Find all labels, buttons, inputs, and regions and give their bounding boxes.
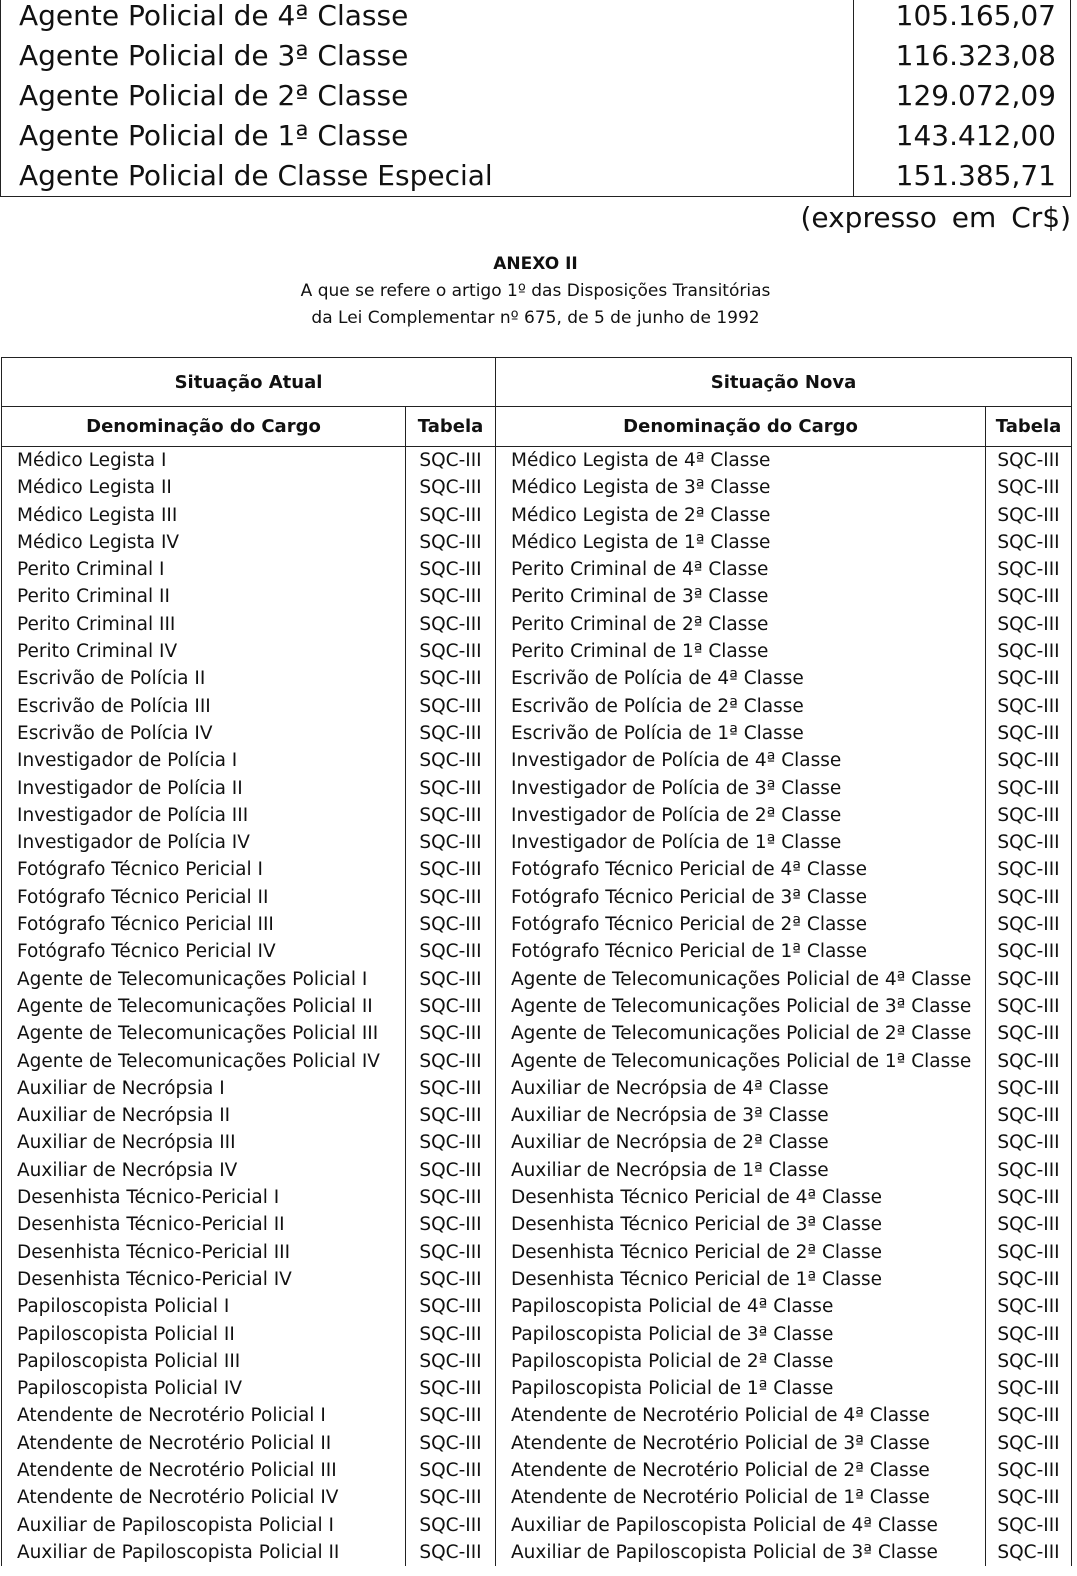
salary-value: 105.165,07 [854, 0, 1071, 36]
salary-value: 129.072,09 [854, 76, 1071, 116]
current-position-name: Perito Criminal II [2, 583, 406, 610]
salary-row [1, 116, 1071, 156]
table-row [2, 1321, 1072, 1348]
new-position-table: SQC-III [986, 1239, 1072, 1266]
current-position-name: Desenhista Técnico-Pericial IV [2, 1266, 406, 1293]
new-position-name: Agente de Telecomunicações Policial de 2ª Classe [496, 1020, 986, 1047]
current-position-table: SQC-III [406, 1184, 496, 1211]
current-position-table: SQC-III [406, 1266, 496, 1293]
new-position-name: Fotógrafo Técnico Pericial de 3ª Classe [496, 884, 986, 911]
current-position-table: SQC-III [406, 802, 496, 829]
table-row [2, 856, 1072, 883]
salary-position-label: Agente Policial de 2ª Classe [1, 76, 854, 116]
current-position-table: SQC-III [406, 966, 496, 993]
new-position-name: Auxiliar de Papiloscopista Policial de 4ª Classe [496, 1512, 986, 1539]
new-position-name: Desenhista Técnico Pericial de 1ª Classe [496, 1266, 986, 1293]
new-position-table: SQC-III [986, 1184, 1072, 1211]
new-position-name: Auxiliar de Necrópsia de 1ª Classe [496, 1157, 986, 1184]
new-position-name: Desenhista Técnico Pericial de 4ª Classe [496, 1184, 986, 1211]
current-position-name: Perito Criminal IV [2, 638, 406, 665]
current-position-table: SQC-III [406, 638, 496, 665]
table-row [2, 1157, 1072, 1184]
column-header-current-table: Tabela [406, 407, 496, 447]
new-position-name: Papiloscopista Policial de 2ª Classe [496, 1348, 986, 1375]
new-position-table: SQC-III [986, 993, 1072, 1020]
current-position-table: SQC-III [406, 1512, 496, 1539]
annex-heading [0, 251, 1071, 332]
new-position-table: SQC-III [986, 1211, 1072, 1238]
current-position-table: SQC-III [406, 1293, 496, 1320]
new-position-table: SQC-III [986, 447, 1072, 475]
current-position-name: Fotógrafo Técnico Pericial I [2, 856, 406, 883]
table-body [2, 447, 1072, 1567]
current-position-table: SQC-III [406, 856, 496, 883]
current-position-name: Agente de Telecomunicações Policial I [2, 966, 406, 993]
current-position-name: Desenhista Técnico-Pericial III [2, 1239, 406, 1266]
table-row [2, 966, 1072, 993]
new-position-table: SQC-III [986, 1266, 1072, 1293]
new-position-name: Papiloscopista Policial de 4ª Classe [496, 1293, 986, 1320]
current-position-table: SQC-III [406, 1375, 496, 1402]
current-position-table: SQC-III [406, 1539, 496, 1566]
position-correspondence-table [1, 357, 1072, 1566]
new-position-name: Escrivão de Polícia de 1ª Classe [496, 720, 986, 747]
current-position-table: SQC-III [406, 529, 496, 556]
table-row [2, 911, 1072, 938]
current-position-table: SQC-III [406, 1211, 496, 1238]
current-position-table: SQC-III [406, 1430, 496, 1457]
current-position-table: SQC-III [406, 993, 496, 1020]
current-position-table: SQC-III [406, 502, 496, 529]
current-position-name: Médico Legista IV [2, 529, 406, 556]
new-position-name: Agente de Telecomunicações Policial de 3ª Classe [496, 993, 986, 1020]
new-position-name: Perito Criminal de 1ª Classe [496, 638, 986, 665]
new-position-name: Investigador de Polícia de 1ª Classe [496, 829, 986, 856]
current-position-name: Agente de Telecomunicações Policial III [2, 1020, 406, 1047]
current-position-name: Atendente de Necrotério Policial I [2, 1402, 406, 1429]
table-row [2, 1457, 1072, 1484]
new-position-table: SQC-III [986, 775, 1072, 802]
salary-row [1, 76, 1071, 116]
salary-value: 116.323,08 [854, 36, 1071, 76]
salary-position-label: Agente Policial de Classe Especial [1, 156, 854, 197]
current-position-table: SQC-III [406, 1020, 496, 1047]
new-position-table: SQC-III [986, 884, 1072, 911]
table-row [2, 720, 1072, 747]
salary-position-label: Agente Policial de 1ª Classe [1, 116, 854, 156]
current-position-table: SQC-III [406, 611, 496, 638]
current-position-table: SQC-III [406, 747, 496, 774]
current-position-name: Investigador de Polícia IV [2, 829, 406, 856]
current-position-table: SQC-III [406, 911, 496, 938]
column-header-row [2, 407, 1072, 447]
new-position-name: Perito Criminal de 3ª Classe [496, 583, 986, 610]
table-row [2, 1266, 1072, 1293]
annex-title: ANEXO II [493, 254, 578, 274]
current-position-table: SQC-III [406, 474, 496, 501]
new-position-table: SQC-III [986, 638, 1072, 665]
current-position-name: Perito Criminal III [2, 611, 406, 638]
new-position-table: SQC-III [986, 583, 1072, 610]
current-position-table: SQC-III [406, 583, 496, 610]
current-position-name: Auxiliar de Necrópsia III [2, 1129, 406, 1156]
column-header-new-table: Tabela [986, 407, 1072, 447]
table-row [2, 993, 1072, 1020]
new-position-table: SQC-III [986, 1348, 1072, 1375]
table-row [2, 938, 1072, 965]
table-row [2, 583, 1072, 610]
table-row [2, 1102, 1072, 1129]
column-header-current-name: Denominação do Cargo [2, 407, 406, 447]
current-position-name: Agente de Telecomunicações Policial II [2, 993, 406, 1020]
currency-note: (expresso em Cr$) [800, 201, 1071, 234]
current-position-name: Escrivão de Polícia III [2, 693, 406, 720]
table-row [2, 556, 1072, 583]
new-position-name: Papiloscopista Policial de 3ª Classe [496, 1321, 986, 1348]
new-position-name: Investigador de Polícia de 2ª Classe [496, 802, 986, 829]
new-position-name: Agente de Telecomunicações Policial de 4ª Classe [496, 966, 986, 993]
table-row [2, 693, 1072, 720]
new-position-name: Médico Legista de 3ª Classe [496, 474, 986, 501]
new-position-name: Auxiliar de Necrópsia de 2ª Classe [496, 1129, 986, 1156]
new-position-name: Médico Legista de 4ª Classe [496, 447, 986, 475]
new-position-table: SQC-III [986, 802, 1072, 829]
current-position-name: Agente de Telecomunicações Policial IV [2, 1048, 406, 1075]
table-row [2, 1211, 1072, 1238]
current-position-table: SQC-III [406, 665, 496, 692]
current-position-name: Auxiliar de Papiloscopista Policial I [2, 1512, 406, 1539]
current-position-name: Fotógrafo Técnico Pericial III [2, 911, 406, 938]
new-position-name: Escrivão de Polícia de 4ª Classe [496, 665, 986, 692]
current-position-name: Papiloscopista Policial IV [2, 1375, 406, 1402]
new-position-name: Perito Criminal de 2ª Classe [496, 611, 986, 638]
current-position-table: SQC-III [406, 1129, 496, 1156]
new-position-table: SQC-III [986, 911, 1072, 938]
current-position-name: Atendente de Necrotério Policial IV [2, 1484, 406, 1511]
new-position-name: Agente de Telecomunicações Policial de 1ª Classe [496, 1048, 986, 1075]
current-position-name: Desenhista Técnico-Pericial II [2, 1211, 406, 1238]
new-position-table: SQC-III [986, 856, 1072, 883]
current-position-table: SQC-III [406, 775, 496, 802]
current-position-table: SQC-III [406, 1102, 496, 1129]
table-row [2, 529, 1072, 556]
current-position-name: Fotógrafo Técnico Pericial II [2, 884, 406, 911]
current-position-name: Fotógrafo Técnico Pericial IV [2, 938, 406, 965]
new-position-table: SQC-III [986, 1539, 1072, 1566]
current-position-name: Auxiliar de Necrópsia I [2, 1075, 406, 1102]
new-position-table: SQC-III [986, 1430, 1072, 1457]
current-position-name: Investigador de Polícia III [2, 802, 406, 829]
new-position-name: Médico Legista de 2ª Classe [496, 502, 986, 529]
new-position-name: Papiloscopista Policial de 1ª Classe [496, 1375, 986, 1402]
current-position-name: Perito Criminal I [2, 556, 406, 583]
new-position-table: SQC-III [986, 1129, 1072, 1156]
new-position-table: SQC-III [986, 966, 1072, 993]
current-position-name: Auxiliar de Necrópsia II [2, 1102, 406, 1129]
new-position-name: Atendente de Necrotério Policial de 3ª Classe [496, 1430, 986, 1457]
new-position-name: Perito Criminal de 4ª Classe [496, 556, 986, 583]
new-position-table: SQC-III [986, 1020, 1072, 1047]
column-header-new-name: Denominação do Cargo [496, 407, 986, 447]
new-position-table: SQC-III [986, 720, 1072, 747]
salary-value: 151.385,71 [854, 156, 1071, 197]
table-row [2, 775, 1072, 802]
annex-subtitle-line-1: A que se refere o artigo 1º das Disposições Transitórias [300, 281, 771, 301]
table-row [2, 1184, 1072, 1211]
current-position-table: SQC-III [406, 1457, 496, 1484]
salary-position-label: Agente Policial de 3ª Classe [1, 36, 854, 76]
table-row [2, 1239, 1072, 1266]
salary-row [1, 156, 1071, 197]
new-position-name: Auxiliar de Necrópsia de 3ª Classe [496, 1102, 986, 1129]
table-row [2, 1129, 1072, 1156]
new-position-name: Fotógrafo Técnico Pericial de 1ª Classe [496, 938, 986, 965]
table-row [2, 1375, 1072, 1402]
new-position-name: Fotógrafo Técnico Pericial de 4ª Classe [496, 856, 986, 883]
current-position-table: SQC-III [406, 1348, 496, 1375]
new-position-table: SQC-III [986, 829, 1072, 856]
table-row [2, 611, 1072, 638]
table-row [2, 1512, 1072, 1539]
current-position-table: SQC-III [406, 556, 496, 583]
new-position-table: SQC-III [986, 1293, 1072, 1320]
current-position-name: Auxiliar de Papiloscopista Policial II [2, 1539, 406, 1566]
current-position-name: Investigador de Polícia I [2, 747, 406, 774]
new-position-table: SQC-III [986, 665, 1072, 692]
new-position-name: Auxiliar de Papiloscopista Policial de 3ª Classe [496, 1539, 986, 1566]
current-position-name: Desenhista Técnico-Pericial I [2, 1184, 406, 1211]
table-row [2, 638, 1072, 665]
new-position-table: SQC-III [986, 1457, 1072, 1484]
new-position-table: SQC-III [986, 1157, 1072, 1184]
new-position-table: SQC-III [986, 747, 1072, 774]
table-row [2, 502, 1072, 529]
current-position-table: SQC-III [406, 938, 496, 965]
current-position-table: SQC-III [406, 1239, 496, 1266]
annex-subtitle-line-2: da Lei Complementar nº 675, de 5 de junho de 1992 [311, 308, 760, 328]
group-header-current: Situação Atual [2, 358, 496, 407]
current-position-name: Atendente de Necrotério Policial III [2, 1457, 406, 1484]
table-row [2, 884, 1072, 911]
current-position-name: Papiloscopista Policial II [2, 1321, 406, 1348]
current-position-name: Atendente de Necrotério Policial II [2, 1430, 406, 1457]
table-row [2, 1075, 1072, 1102]
new-position-table: SQC-III [986, 1512, 1072, 1539]
current-position-name: Médico Legista III [2, 502, 406, 529]
table-row [2, 1293, 1072, 1320]
current-position-table: SQC-III [406, 1402, 496, 1429]
salary-row [1, 36, 1071, 76]
new-position-name: Médico Legista de 1ª Classe [496, 529, 986, 556]
group-header-row [2, 358, 1072, 407]
new-position-name: Atendente de Necrotério Policial de 4ª Classe [496, 1402, 986, 1429]
new-position-table: SQC-III [986, 1048, 1072, 1075]
current-position-table: SQC-III [406, 447, 496, 475]
new-position-table: SQC-III [986, 529, 1072, 556]
new-position-name: Desenhista Técnico Pericial de 2ª Classe [496, 1239, 986, 1266]
table-row [2, 1484, 1072, 1511]
current-position-name: Auxiliar de Necrópsia IV [2, 1157, 406, 1184]
new-position-table: SQC-III [986, 1375, 1072, 1402]
table-row [2, 474, 1072, 501]
current-position-table: SQC-III [406, 720, 496, 747]
new-position-table: SQC-III [986, 1484, 1072, 1511]
new-position-table: SQC-III [986, 1321, 1072, 1348]
new-position-name: Desenhista Técnico Pericial de 3ª Classe [496, 1211, 986, 1238]
new-position-name: Fotógrafo Técnico Pericial de 2ª Classe [496, 911, 986, 938]
salary-table [0, 0, 1071, 197]
new-position-name: Auxiliar de Necrópsia de 4ª Classe [496, 1075, 986, 1102]
table-row [2, 1048, 1072, 1075]
new-position-name: Investigador de Polícia de 3ª Classe [496, 775, 986, 802]
new-position-table: SQC-III [986, 938, 1072, 965]
new-position-name: Atendente de Necrotério Policial de 1ª Classe [496, 1484, 986, 1511]
current-position-name: Escrivão de Polícia II [2, 665, 406, 692]
new-position-table: SQC-III [986, 1102, 1072, 1129]
current-position-name: Escrivão de Polícia IV [2, 720, 406, 747]
group-header-new: Situação Nova [496, 358, 1072, 407]
table-row [2, 665, 1072, 692]
new-position-table: SQC-III [986, 611, 1072, 638]
new-position-table: SQC-III [986, 474, 1072, 501]
current-position-name: Médico Legista I [2, 447, 406, 475]
table-row [2, 1539, 1072, 1566]
current-position-table: SQC-III [406, 1075, 496, 1102]
current-position-name: Investigador de Polícia II [2, 775, 406, 802]
current-position-table: SQC-III [406, 693, 496, 720]
table-row [2, 747, 1072, 774]
new-position-table: SQC-III [986, 693, 1072, 720]
table-row [2, 1348, 1072, 1375]
current-position-table: SQC-III [406, 1048, 496, 1075]
current-position-name: Papiloscopista Policial I [2, 1293, 406, 1320]
new-position-table: SQC-III [986, 556, 1072, 583]
new-position-name: Escrivão de Polícia de 2ª Classe [496, 693, 986, 720]
new-position-table: SQC-III [986, 1075, 1072, 1102]
current-position-table: SQC-III [406, 829, 496, 856]
new-position-table: SQC-III [986, 1402, 1072, 1429]
current-position-table: SQC-III [406, 1157, 496, 1184]
table-row [2, 1430, 1072, 1457]
table-row [2, 829, 1072, 856]
new-position-name: Atendente de Necrotério Policial de 2ª Classe [496, 1457, 986, 1484]
salary-row [1, 0, 1071, 36]
current-position-name: Papiloscopista Policial III [2, 1348, 406, 1375]
table-row [2, 802, 1072, 829]
current-position-table: SQC-III [406, 1484, 496, 1511]
table-header [2, 358, 1072, 447]
current-position-table: SQC-III [406, 884, 496, 911]
new-position-name: Investigador de Polícia de 4ª Classe [496, 747, 986, 774]
current-position-table: SQC-III [406, 1321, 496, 1348]
current-position-name: Médico Legista II [2, 474, 406, 501]
new-position-table: SQC-III [986, 502, 1072, 529]
table-row [2, 1402, 1072, 1429]
salary-value: 143.412,00 [854, 116, 1071, 156]
salary-table-body [1, 0, 1071, 197]
salary-position-label: Agente Policial de 4ª Classe [1, 0, 854, 36]
table-row [2, 447, 1072, 475]
table-row [2, 1020, 1072, 1047]
